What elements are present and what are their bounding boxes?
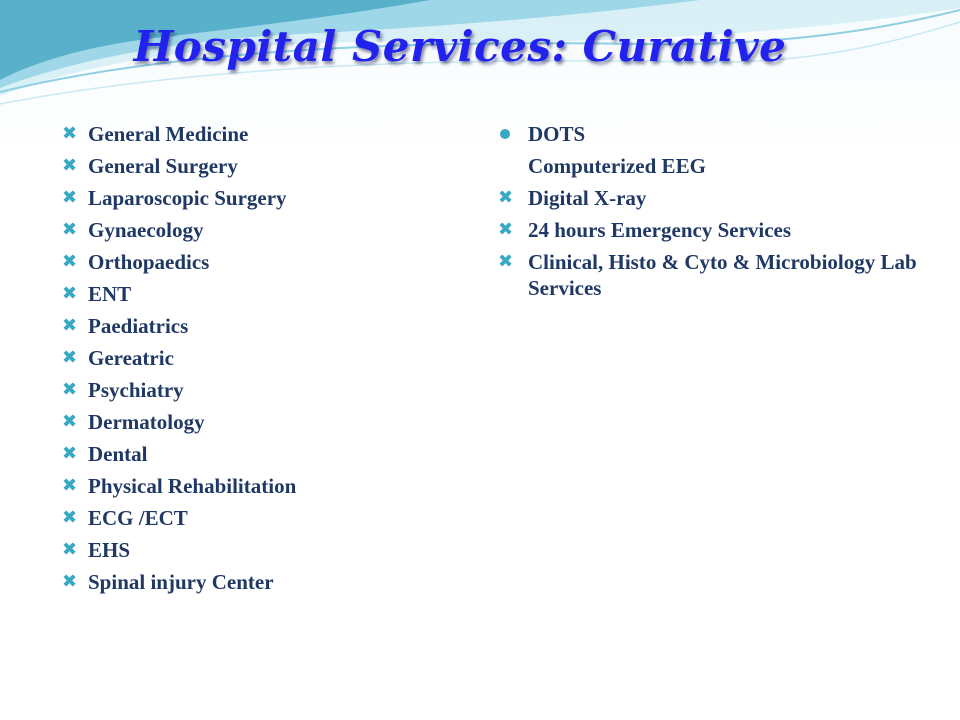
list-item — [62, 121, 442, 147]
dot-bullet-icon — [500, 129, 510, 139]
list-item-label: Psychiatry — [88, 378, 184, 402]
list-item-label: Gynaecology — [88, 218, 204, 242]
list-item-label: Clinical, Histo & Cyto & Microbiology Lab Services — [528, 250, 917, 300]
list-item-label: Physical Rehabilitation — [88, 474, 297, 498]
right-service-list — [498, 121, 918, 307]
list-item-label: Dental — [88, 442, 148, 466]
list-item — [498, 121, 918, 147]
list-item-label: General Medicine — [88, 122, 249, 146]
list-item-label: 24 hours Emergency Services — [528, 218, 792, 242]
x-bullet-icon: ✖ — [62, 347, 78, 368]
list-item-label: Computerized EEG — [528, 154, 706, 178]
list-item — [498, 153, 918, 179]
list-item — [62, 281, 442, 307]
x-bullet-icon: ✖ — [62, 283, 78, 304]
list-item-label: Digital X-ray — [528, 186, 647, 210]
list-item-label: ECG /ECT — [88, 506, 188, 530]
x-bullet-icon: ✖ — [62, 315, 78, 336]
list-item — [62, 377, 442, 403]
list-item — [62, 441, 442, 467]
list-item — [62, 537, 442, 563]
list-item-label: Gereatric — [88, 346, 174, 370]
x-bullet-icon: ✖ — [62, 187, 78, 208]
x-bullet-icon: ✖ — [62, 155, 78, 176]
x-bullet-icon: ✖ — [62, 219, 78, 240]
list-item — [62, 217, 442, 243]
list-item — [62, 185, 442, 211]
x-bullet-icon: ✖ — [62, 379, 78, 400]
list-item-label: General Surgery — [88, 154, 238, 178]
list-item-label: Spinal injury Center — [88, 570, 274, 594]
list-item — [62, 153, 442, 179]
left-service-list — [62, 121, 442, 601]
list-item — [62, 313, 442, 339]
list-item — [62, 473, 442, 499]
slide-title: Hospital Services: Curative — [133, 22, 787, 71]
list-item — [498, 217, 918, 243]
x-bullet-icon: ✖ — [62, 475, 78, 496]
list-item — [62, 345, 442, 371]
x-bullet-icon: ✖ — [62, 123, 78, 144]
x-bullet-icon: ✖ — [498, 219, 514, 240]
list-item — [62, 505, 442, 531]
list-item — [498, 185, 918, 211]
x-bullet-icon: ✖ — [62, 443, 78, 464]
x-bullet-icon: ✖ — [498, 251, 514, 272]
list-item-label: DOTS — [528, 122, 586, 146]
list-item — [62, 409, 442, 435]
list-item — [62, 249, 442, 275]
list-item-label: Paediatrics — [88, 314, 189, 338]
x-bullet-icon: ✖ — [498, 187, 514, 208]
x-bullet-icon: ✖ — [62, 539, 78, 560]
list-item — [62, 569, 442, 595]
list-item-label: ENT — [88, 282, 132, 306]
list-item-label: Dermatology — [88, 410, 205, 434]
x-bullet-icon: ✖ — [62, 571, 78, 592]
list-item-label: EHS — [88, 538, 131, 562]
list-item-label: Orthopaedics — [88, 250, 210, 274]
list-item-label: Laparoscopic Surgery — [88, 186, 287, 210]
list-item — [498, 249, 918, 301]
x-bullet-icon: ✖ — [62, 507, 78, 528]
x-bullet-icon: ✖ — [62, 251, 78, 272]
x-bullet-icon: ✖ — [62, 411, 78, 432]
